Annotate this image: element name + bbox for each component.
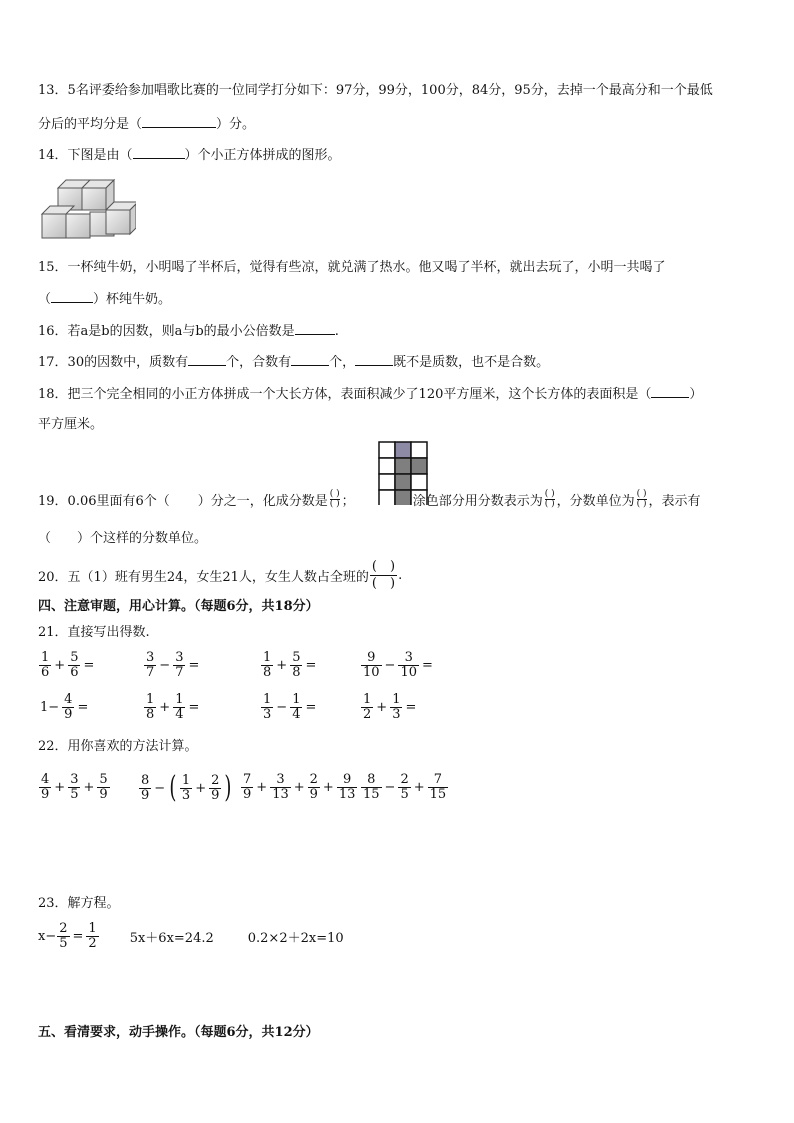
operator: 1− — [40, 700, 60, 715]
q21-item[interactable] — [38, 651, 96, 680]
q18-line2: 平方厘米。 — [38, 417, 104, 432]
q15-line1: 15．一杯纯牛奶，小明喝了半杯后，觉得有些凉，就兑满了热水。他又喝了半杯，就出去玩了，小明一共喝了 — [38, 260, 666, 275]
q13-answer-blank[interactable] — [142, 115, 216, 128]
q19-text-b: ）分之一，化成分数是 — [197, 494, 328, 509]
q20-text-a: 20．五（1）班有男生24，女生21人，女生人数占全班的 — [38, 570, 369, 585]
operator: = — [188, 658, 200, 673]
q17-blank-3[interactable] — [355, 353, 393, 366]
equation-1: x− $\frac{2}{5}$ = $\frac{1}{2}$ — [38, 921, 97, 951]
q21-row-1 — [38, 651, 598, 687]
fraction: $\frac{2}{9}$ — [211, 772, 220, 803]
shaded-cell — [395, 442, 411, 458]
q14-text-b: ）个小正方体拼成的图形。 — [184, 148, 341, 163]
q17-blank-2[interactable] — [291, 353, 329, 366]
q18-text-a: 18．把三个完全相同的小正方体拼成一个大长方体，表面积减少了120平方厘米，这个长方体的表面积是（ — [38, 387, 652, 402]
operator: + — [413, 780, 425, 795]
blank-cell — [379, 442, 395, 458]
operator: + — [54, 658, 66, 673]
fraction: $\frac{1}{4}$ — [175, 692, 184, 722]
blank-cell — [411, 474, 427, 490]
fraction: $\frac{1}{2}$ — [363, 692, 372, 722]
q18-text-b: ） — [689, 387, 703, 402]
operator: = — [188, 700, 200, 715]
blank-cell — [411, 442, 427, 458]
operator: = — [305, 700, 317, 715]
q23-equations — [38, 922, 344, 951]
fraction: $\frac{5}{9}$ — [99, 772, 108, 802]
operator: = — [83, 658, 95, 673]
fraction: $\frac{5}{8}$ — [292, 650, 301, 680]
q17-text-c: 个， — [329, 355, 356, 370]
fraction: $\frac{3}{7}$ — [175, 650, 184, 680]
fraction: $\frac{5}{6}$ — [70, 650, 79, 680]
q19-fraction-2[interactable]: ( ) ( ) — [544, 489, 555, 509]
q18-line1 — [38, 385, 702, 404]
fraction: $\frac{3}{13}$ — [272, 772, 289, 802]
operator: + — [159, 700, 171, 715]
q19-text-d: 涂色部分用分数表示为 — [412, 494, 543, 509]
q21-item[interactable] — [360, 693, 418, 722]
fraction: $\frac{1}{3}$ — [263, 692, 272, 722]
operator: = — [422, 658, 433, 673]
q22-expression[interactable] — [38, 773, 111, 802]
q19-text-a: 19．0.06里面有6个（ — [38, 494, 170, 509]
q13-text-a: 分后的平均分是（ — [38, 117, 143, 132]
q16-line — [38, 322, 339, 341]
operator: − — [154, 780, 166, 796]
q14-text-a: 14．下图是由（ — [38, 148, 133, 163]
fraction: $\frac{2}{9}$ — [309, 772, 318, 802]
operator: − — [159, 658, 171, 673]
blank-cell — [379, 458, 395, 474]
q21-title: 21．直接写出得数. — [38, 625, 150, 640]
fraction: $\frac{1}{3}$ — [181, 772, 191, 803]
q18-answer-blank[interactable] — [651, 385, 689, 398]
q21-item[interactable] — [260, 651, 318, 680]
fraction: $\frac{8}{15}$ — [363, 772, 380, 802]
q22-expression[interactable] — [240, 773, 358, 802]
q17-text-d: 既不是质数，也不是合数。 — [393, 355, 550, 370]
fraction: $\frac{3}{10}$ — [400, 650, 417, 680]
q19-text-f: ，表示有 — [648, 494, 701, 509]
q17-text-a: 17．30的因数中，质数有 — [38, 355, 189, 370]
q19-text-e: ，分数单位为 — [556, 494, 635, 509]
fraction: $\frac{1}{6}$ — [41, 650, 50, 680]
q21-item[interactable] — [143, 693, 201, 722]
q15-text-a: （ — [38, 292, 52, 307]
fraction: $\frac{3}{5}$ — [70, 772, 79, 802]
q20-fraction[interactable]: $\frac{( )}{( )}$ — [371, 559, 396, 591]
fraction: $\frac{4}{9}$ — [64, 692, 73, 722]
operator: + — [276, 658, 288, 673]
operator: − — [384, 658, 396, 673]
q16-answer-blank[interactable] — [295, 322, 335, 335]
shaded-cell — [395, 474, 411, 490]
q17-text-b: 个，合数有 — [226, 355, 292, 370]
q13-text-b: ）分。 — [216, 117, 256, 132]
operator: = — [77, 700, 89, 715]
operator: − — [276, 700, 288, 715]
q21-item[interactable] — [260, 693, 318, 722]
operator: = — [405, 700, 417, 715]
shaded-cell — [411, 458, 427, 474]
q16-text-a: 16．若a是b的因数，则a与b的最小公倍数是 — [38, 324, 295, 339]
q17-line — [38, 353, 549, 372]
fraction: $\frac{1}{8}$ — [263, 650, 272, 680]
fraction: $\frac{1}{3}$ — [392, 692, 401, 722]
operator: + — [54, 780, 66, 795]
q14-line — [38, 146, 341, 165]
q19-line1 — [38, 490, 701, 509]
operator: + — [256, 780, 268, 795]
operator: = — [305, 658, 317, 673]
q15-line2 — [38, 290, 171, 309]
q14-answer-blank[interactable] — [133, 146, 185, 159]
shaded-cell — [395, 458, 411, 474]
q13-line2 — [38, 115, 255, 134]
fraction: $\frac{2}{5}$ — [400, 772, 409, 802]
fraction: $\frac{1}{8}$ — [146, 692, 155, 722]
q21-item[interactable] — [38, 693, 90, 722]
fraction: $\frac{9}{10}$ — [363, 650, 380, 680]
operator: − — [384, 780, 396, 795]
operator: + — [322, 780, 334, 795]
q22-expression[interactable] — [360, 773, 449, 802]
fraction: $\frac{8}{9}$ — [141, 772, 150, 803]
section-4-heading: 四、注意审题，用心计算。（每题6分，共18分） — [38, 599, 319, 614]
q15-text-b: ）杯纯牛奶。 — [93, 292, 172, 307]
q19-text-c: ； — [341, 494, 355, 509]
operator: + — [293, 780, 305, 795]
fraction: $\frac{3}{7}$ — [146, 650, 155, 680]
q19-line2: （ ）个这样的分数单位。 — [38, 531, 208, 546]
right-paren: ) — [224, 770, 232, 805]
cube-stack-figure — [40, 176, 136, 242]
equation-2: 5x＋6x=24.2 — [129, 931, 214, 946]
q17-blank-1[interactable] — [188, 353, 226, 366]
fraction: $\frac{7}{15}$ — [429, 772, 447, 802]
fraction: $\frac{1}{4}$ — [292, 692, 301, 722]
section-5-heading: 五、看清要求，动手操作。（每题6分，共12分） — [38, 1025, 319, 1040]
q21-item[interactable] — [360, 651, 435, 680]
q20-text-b: . — [398, 568, 403, 583]
left-paren: ( — [169, 770, 177, 805]
fraction: $\frac{9}{13}$ — [338, 772, 356, 802]
fraction: $\frac{7}{9}$ — [243, 772, 252, 802]
operator: + — [83, 780, 95, 795]
blank-cell — [379, 474, 395, 490]
operator: + — [376, 700, 388, 715]
q23-title: 23．解方程。 — [38, 896, 120, 911]
q22-title: 22．用你喜欢的方法计算。 — [38, 739, 198, 754]
q19-fraction-3[interactable]: ( ) ( ) — [636, 489, 647, 509]
q21-row-2 — [38, 693, 598, 729]
equation-3: 0.2×2＋2x=10 — [247, 931, 344, 946]
operator: + — [195, 780, 207, 796]
q16-text-b: . — [334, 324, 339, 339]
fraction: $\frac{4}{9}$ — [41, 772, 50, 802]
q15-answer-blank[interactable] — [51, 290, 93, 303]
q13-line1: 13．5名评委给参加唱歌比赛的一位同学打分如下：97分，99分，100分，84分，95分，去掉一个最高分和一个最低 — [38, 83, 713, 98]
q22-expressions — [38, 770, 598, 817]
q20-line — [38, 559, 402, 592]
q21-item[interactable] — [143, 651, 201, 680]
q22-expression[interactable] — [138, 770, 234, 805]
q19-fraction-1[interactable]: ( ) ( ) — [329, 489, 340, 509]
